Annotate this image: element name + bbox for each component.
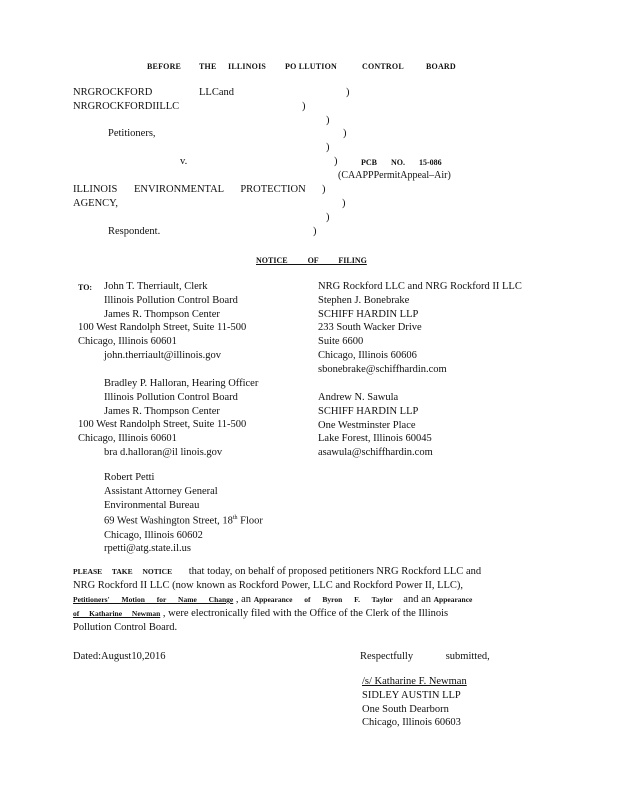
recipient-clerk [78, 280, 246, 363]
appearance-title: Appearance of Byron F. Taylor [253, 595, 393, 604]
respondent-name-cont: AGENCY, [73, 198, 119, 209]
heading-word: THE [199, 62, 217, 71]
address-line: 100 West Randolph Street, Suite 11-500 [78, 322, 247, 334]
body-line-2: NRG Rockford II LLC (now known as Rockford Power, LLC and Rockford Power II, LLC), [73, 580, 464, 591]
caption-paren: ) [343, 128, 347, 139]
please-take-notice: PLEASE TAKE NOTICE [73, 567, 173, 576]
heading-word: BEFORE [147, 62, 182, 71]
address-line: One South Dearborn [362, 703, 449, 715]
case-type: (CAAPPPermitAppeal–Air) [338, 170, 451, 181]
petitioner-1-suffix: LLCand [199, 87, 234, 98]
address-line: James R. Thompson Center [104, 308, 220, 320]
petitioner-1-name: NRGROCKFORD [73, 87, 153, 98]
address-line: Robert Petti [104, 472, 155, 483]
body-text: and an [403, 594, 431, 605]
body-line-1 [73, 565, 481, 578]
pcb-number: PCB NO. 15-086 [361, 158, 442, 167]
address-line: Lake Forest, Illinois 60045 [318, 433, 432, 445]
address-line: Assistant Attorney General [104, 485, 218, 497]
dated-line: Dated:August10,2016 [73, 651, 166, 662]
body-text: , an [235, 594, 252, 605]
address-line: Chicago, Illinois 60601 [78, 433, 177, 445]
caption-paren: ) [322, 184, 326, 195]
caption-paren: ) [326, 212, 330, 223]
firm-name: SIDLEY AUSTIN LLP [362, 689, 461, 701]
address-line: John T. Therriault, Clerk [104, 281, 208, 292]
body-text: that today, on behalf of proposed petitioners NRG Rockford LLC and [188, 566, 482, 577]
heading-word: ILLINOIS [228, 62, 267, 71]
notice-title: NOTICE OF FILING [256, 256, 367, 265]
heading-word: CONTROL [362, 62, 404, 71]
versus-label: v. [180, 156, 188, 167]
address-line: Stephen J. Bonebrake [318, 294, 410, 306]
address-line: Environmental Bureau [104, 499, 200, 511]
address-line: Chicago, Illinois 60606 [318, 349, 417, 361]
email-address: asawula@schiffhardin.com [318, 447, 433, 459]
heading-word: PO LLUTION [285, 62, 338, 71]
signature-block [362, 675, 481, 730]
address-line: SCHIFF HARDIN LLP [318, 308, 419, 320]
petitioner-2-name: NRGROCKFORDIILLC [73, 101, 180, 112]
body-text: , were electronically filed with the Office of the Clerk of the Illinois [162, 608, 449, 619]
heading-word: BOARD [426, 62, 456, 71]
caption-paren: ) [313, 226, 317, 237]
appearance-title: Appearance [433, 595, 473, 604]
address-line: SCHIFF HARDIN LLP [318, 405, 419, 417]
address-line: Illinois Pollution Control Board [104, 294, 238, 306]
recipient-hearing-officer [78, 377, 258, 460]
email-address: bra d.halloran@il linois.gov [104, 446, 223, 458]
address-line [78, 512, 263, 528]
address-line: Chicago, Illinois 60601 [78, 336, 177, 348]
caption-paren: ) [326, 142, 330, 153]
recipient-attorney-general [78, 471, 263, 556]
floor-word: Floor [240, 515, 263, 527]
caption-paren: ) [326, 115, 330, 126]
address-line: James R. Thompson Center [104, 405, 220, 417]
caption-paren: ) [302, 101, 306, 112]
motion-title: Petitioners' Motion for Name Change [73, 595, 234, 604]
email-address: john.therriault@illinois.gov [104, 349, 221, 361]
address-line: 233 South Wacker Drive [318, 322, 422, 334]
email-address: rpetti@atg.state.il.us [104, 543, 191, 555]
body-line-3 [73, 593, 472, 606]
address-line: Suite 6600 [318, 336, 364, 348]
address-line: NRG Rockford LLC and NRG Rockford II LLC [318, 281, 522, 292]
address-line: Illinois Pollution Control Board [104, 391, 238, 403]
email-address: sbonebrake@schiffhardin.com [318, 363, 447, 375]
address-line: Chicago, Illinois 60602 [104, 529, 203, 541]
body-line-4 [73, 607, 448, 620]
closing-line: Respectfully submitted, [360, 651, 490, 662]
body-line-5: Pollution Control Board. [73, 622, 178, 633]
address-line: Bradley P. Halloran, Hearing Officer [104, 378, 259, 389]
address-line: One Westminster Place [318, 419, 416, 431]
recipient-nrg-counsel [318, 280, 522, 377]
petitioners-label: Petitioners, [108, 128, 156, 139]
address-line: 100 West Randolph Street, Suite 11-500 [78, 419, 247, 431]
appearance-title: of Katharine Newman [73, 609, 161, 618]
address-street: 69 West Washington Street, 18 [104, 515, 233, 527]
recipient-sawula [318, 391, 433, 460]
address-line: Andrew N. Sawula [318, 392, 399, 403]
caption-paren: ) [334, 156, 338, 167]
document-heading [0, 60, 618, 72]
to-label: TO: [78, 283, 93, 292]
ordinal-suffix: th [232, 515, 238, 522]
caption-paren: ) [346, 87, 350, 98]
caption-paren: ) [342, 198, 346, 209]
signature-line: /s/ Katharine F. Newman [362, 676, 467, 687]
respondent-name: ILLINOIS ENVIRONMENTAL PROTECTION [73, 184, 306, 195]
respondent-label: Respondent. [108, 226, 161, 237]
address-line: Chicago, Illinois 60603 [362, 717, 461, 729]
